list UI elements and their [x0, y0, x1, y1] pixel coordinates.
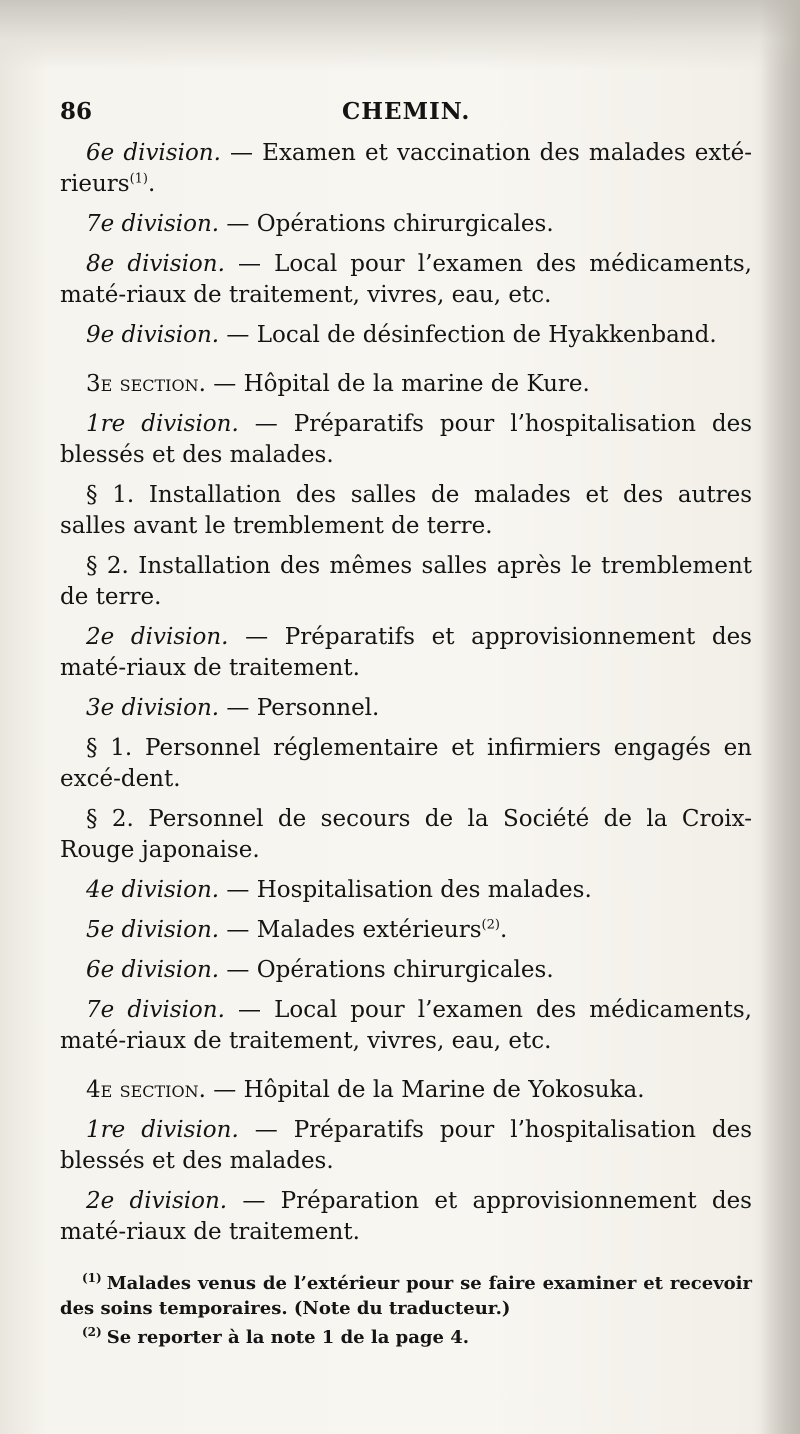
footnote-mark: (1) [82, 1271, 102, 1285]
division-label: 8e division. [86, 251, 225, 277]
paragraph-text: Examen et vaccination des malades exté-rieurs [60, 140, 752, 197]
paragraph-text: Installation des mêmes salles après le tremblement de terre. [60, 553, 752, 610]
paragraph-text: Local pour l’examen des médicaments, maté-riaux de traitement, vivres, eau, etc. [60, 251, 752, 308]
paragraph-end-punctuation: . [148, 171, 156, 197]
paragraph: 4e division. — Hospitalisation des malades. [86, 877, 592, 903]
division-label: 9e division. [86, 322, 220, 348]
paragraph: 2e division. — Préparatifs et approvisionnement des maté-riaux de traitement. [60, 624, 752, 681]
division-label: § 2. [86, 553, 129, 579]
paragraph: 2e division. — Préparation et approvisionnement des maté-riaux de traitement. [60, 1188, 752, 1245]
paragraph-text: Préparatifs pour l’hospitalisation des blessés et des malades. [60, 411, 752, 468]
paragraph [60, 804, 752, 866]
paragraph: 7e division. — Opérations chirurgicales. [86, 211, 554, 237]
scan-shadow-right [760, 0, 800, 1434]
paragraph: 9e division. — Local de désinfection de Hyakkenband. [86, 322, 717, 348]
footnote-mark: (2) [82, 1325, 102, 1339]
footnote-text: Malades venus de l’extérieur pour se faire examiner et recevoir des soins temporaires. (Note du traducteur.) [60, 1273, 752, 1319]
section-label: 3e section. [86, 371, 206, 397]
scan-shadow-top [0, 0, 800, 70]
footnote-reference: (2) [481, 917, 500, 933]
paragraph-text: Opérations chirurgicales. [256, 957, 554, 983]
paragraph [60, 480, 752, 542]
paragraph-text: Opérations chirurgicales. [256, 211, 554, 237]
paragraph-text: Personnel. [256, 695, 380, 721]
paragraph: 6e division. — Opérations chirurgicales. [86, 957, 554, 983]
division-label: § 1. [86, 482, 135, 508]
running-head [60, 96, 760, 132]
division-label: 7e division. [86, 997, 225, 1023]
paragraph: 8e division. — Local pour l’examen des médicaments, maté-riaux de traitement, vivres, eau, etc. [60, 251, 752, 308]
paragraph-text: Installation des salles de malades et des autres salles avant le tremblement de terre. [60, 482, 753, 539]
division-label: 3e division. [86, 695, 220, 721]
running-title: CHEMIN. [342, 98, 471, 125]
paragraph-text: Malades extérieurs [256, 917, 482, 943]
paragraph-text: Personnel réglementaire et infirmiers engagés en excé-dent. [60, 735, 752, 792]
paragraph-text: Local de désinfection de Hyakkenband. [256, 322, 717, 348]
paragraph: 3e division. — Personnel. [86, 695, 380, 721]
division-label: 1re division. [86, 411, 239, 437]
paragraph: 1re division. — Préparatifs pour l’hospitalisation des blessés et des malades. [60, 411, 752, 468]
paragraph [60, 551, 752, 613]
paragraph [60, 733, 752, 795]
section-heading-paragraph: 3e section. — Hôpital de la marine de Kure. [86, 371, 590, 397]
paragraph-end-punctuation: . [499, 917, 508, 943]
division-label: 6e division. [86, 140, 221, 166]
paragraph-text: Hôpital de la marine de Kure. [243, 371, 590, 397]
division-label: 6e division. [86, 957, 220, 983]
paragraph-text: Local pour l’examen des médicaments, maté-riaux de traitement, vivres, eau, etc. [60, 997, 752, 1054]
paragraph-text: Préparatifs pour l’hospitalisation des blessés et des malades. [60, 1117, 752, 1174]
paragraph: 6e division. — Examen et vaccination des malades exté-rieurs$^{(1)}$. [60, 140, 752, 197]
division-label: § 1. [86, 735, 133, 761]
paragraph-text: Personnel de secours de la Société de la Croix-Rouge japonaise. [60, 806, 753, 863]
paragraph: 1re division. — Préparatifs pour l’hospitalisation des blessés et des malades. [60, 1117, 752, 1174]
paragraph-text: Préparation et approvisionnement des maté-riaux de traitement. [60, 1188, 752, 1245]
footnotes [60, 1271, 752, 1354]
paragraph: 5e division. — Malades extérieurs$^{(2)}$. [86, 917, 508, 943]
paragraph-text: Hospitalisation des malades. [256, 877, 592, 903]
division-label: 2e division. [86, 1188, 228, 1214]
footnote [60, 1325, 752, 1350]
division-label: 2e division. [86, 624, 229, 650]
section-heading-paragraph: 4e section. — Hôpital de la Marine de Yokosuka. [86, 1077, 645, 1103]
paragraph-text: Préparatifs et approvisionnement des maté-riaux de traitement. [60, 624, 752, 681]
division-label: 7e division. [86, 211, 220, 237]
paragraph-text: Hôpital de la Marine de Yokosuka. [243, 1077, 645, 1103]
division-label: 5e division. [86, 917, 220, 943]
footnote [60, 1271, 752, 1321]
page-number: 86 [60, 98, 93, 125]
division-label: § 2. [86, 806, 134, 832]
division-label: 4e division. [86, 877, 220, 903]
footnote-text: Se reporter à la note 1 de la page 4. [106, 1327, 469, 1348]
footnote-reference: (1) [129, 171, 148, 187]
section-label: 4e section. [86, 1077, 206, 1103]
body-text [60, 138, 752, 1257]
division-label: 1re division. [86, 1117, 239, 1143]
paragraph: 7e division. — Local pour l’examen des médicaments, maté-riaux de traitement, vivres, eau, etc. [60, 997, 752, 1054]
